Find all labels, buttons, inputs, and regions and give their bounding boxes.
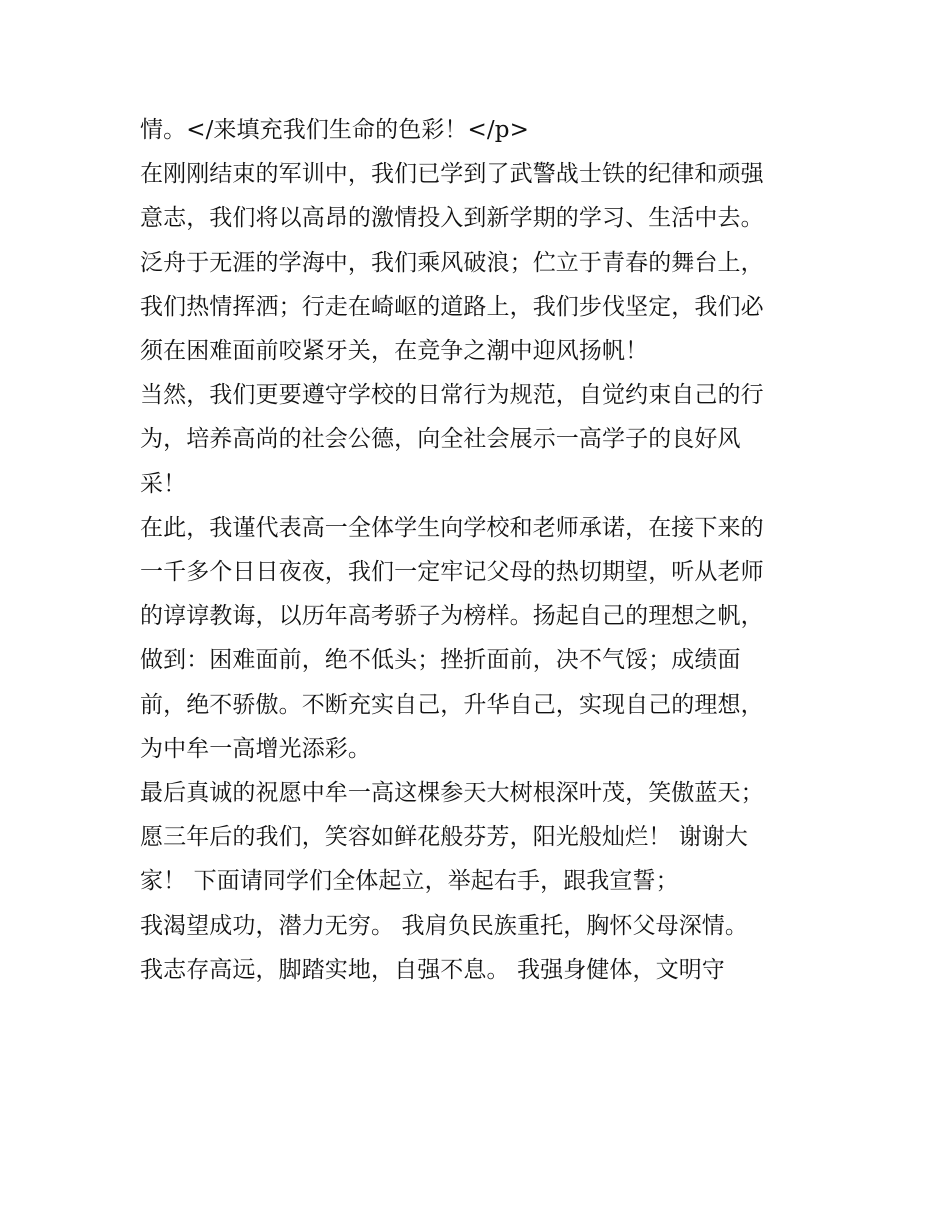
- text-line: 意志，我们将以高昂的激情投入到新学期的学习、生活中去。: [140, 205, 764, 232]
- text-line: 家！ 下面请同学们全体起立，举起右手，跟我宣誓；: [140, 868, 679, 895]
- text-line: 我志存高远，脚踏实地，自强不息。 我强身健体，文明守: [140, 956, 725, 983]
- text-line: 为中牟一高增光添彩。: [140, 735, 371, 762]
- text-line: 在此，我谨代表高一全体学生向学校和老师承诺，在接下来的: [140, 514, 764, 541]
- text-line: 为，培养高尚的社会公德，向全社会展示一高学子的良好风: [140, 426, 741, 453]
- text-line: 我渴望成功，潜力无穷。 我肩负民族重托，胸怀父母深情。: [140, 912, 749, 939]
- text-line: 当然，我们更要遵守学校的日常行为规范，自觉约束自己的行: [140, 382, 764, 409]
- text-line: 情。</来填充我们生命的色彩！</p>: [140, 117, 529, 143]
- text-line: 采！: [140, 470, 187, 497]
- text-line: 泛舟于无涯的学海中，我们乘风破浪；伫立于青春的舞台上，: [140, 249, 764, 276]
- text-line: 前，绝不骄傲。不断充实自己，升华自己，实现自己的理想，: [140, 691, 764, 718]
- text-line: 在刚刚结束的军训中，我们已学到了武警战士铁的纪律和顽强: [140, 161, 764, 188]
- text-line: 做到：困难面前，绝不低头；挫折面前，决不气馁；成绩面: [140, 647, 741, 674]
- text-line: 须在困难面前咬紧牙关，在竞争之潮中迎风扬帆！: [140, 338, 649, 365]
- document-body: [140, 108, 820, 992]
- text-line: 最后真诚的祝愿中牟一高这棵参天大树根深叶茂，笑傲蓝天；: [140, 780, 764, 807]
- text-line: 愿三年后的我们，笑容如鲜花般芬芳，阳光般灿烂！ 谢谢大: [140, 824, 749, 851]
- text-line: 一千多个日日夜夜，我们一定牢记父母的热切期望，听从老师: [140, 559, 764, 586]
- text-line: 的谆谆教诲，以历年高考骄子为榜样。扬起自己的理想之帆，: [140, 603, 764, 630]
- text-line: 我们热情挥洒；行走在崎岖的道路上，我们步伐坚定，我们必: [140, 293, 764, 320]
